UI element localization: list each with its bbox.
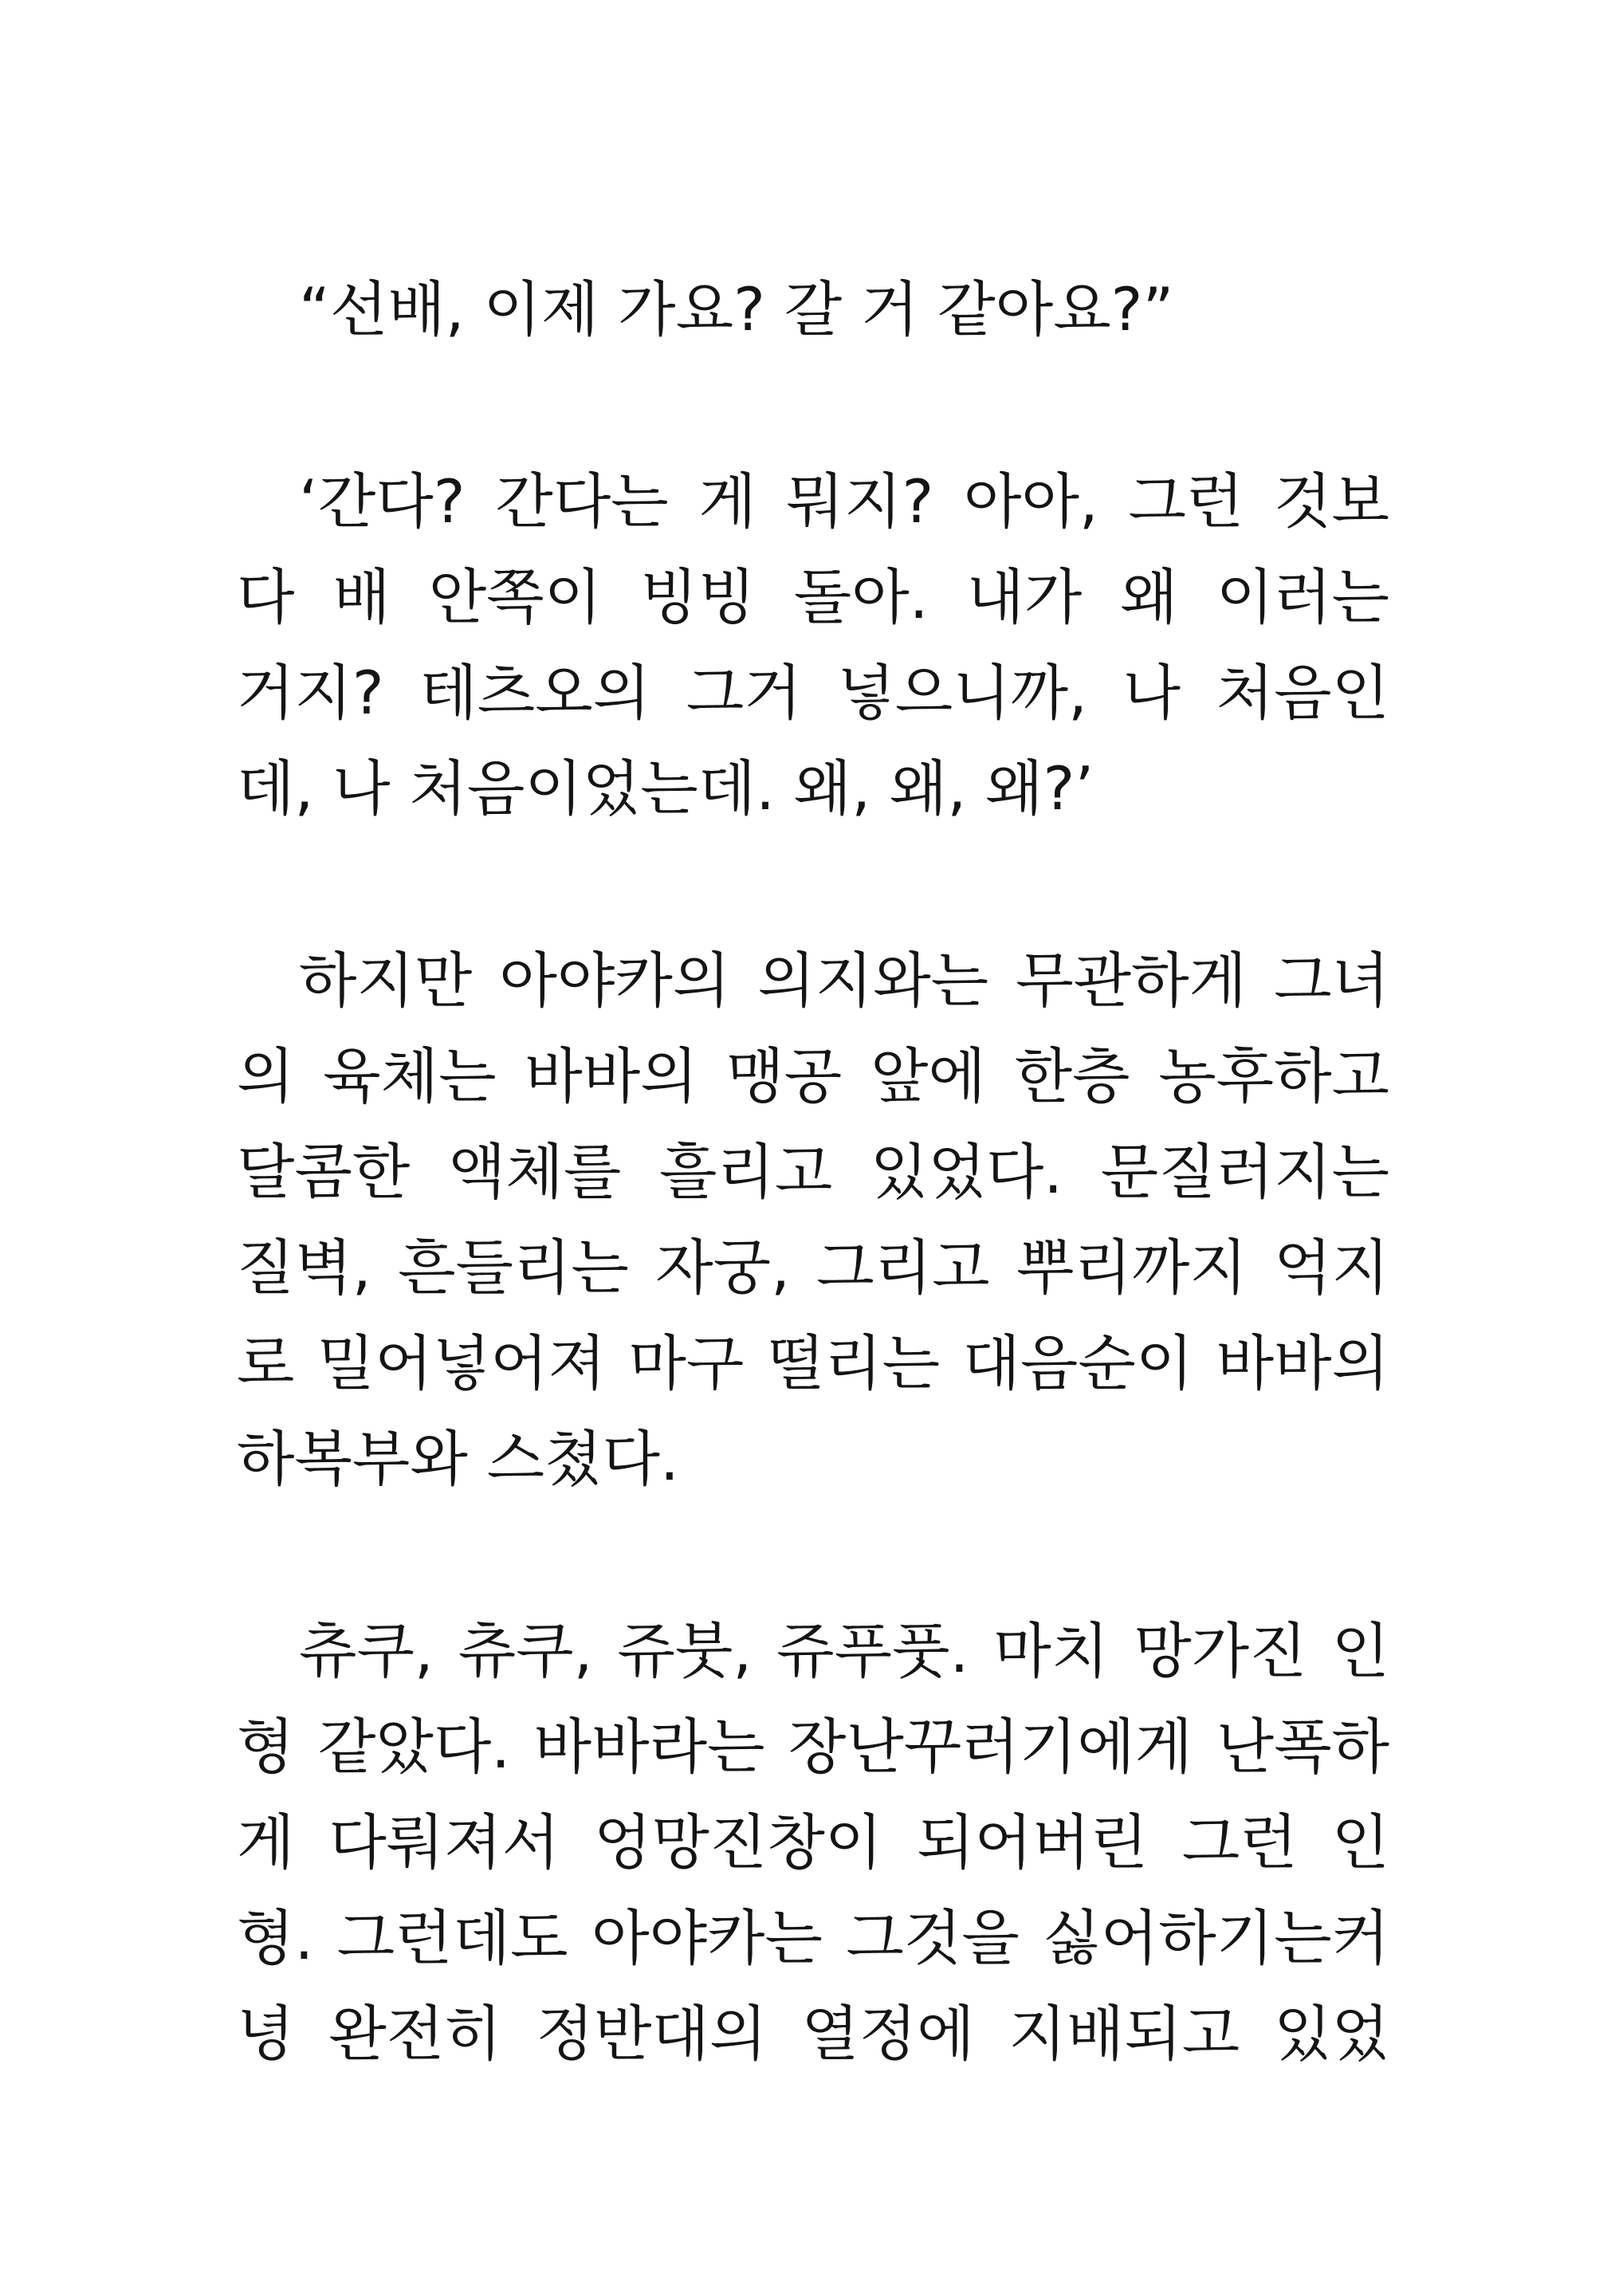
paragraph-1-line-1: “선배, 이제 가요? 갈 거 같아요?” xyxy=(299,274,1174,344)
paragraph-3-line-6: 하복부와 스쳤다. xyxy=(237,1424,679,1494)
paragraph-4-line-2: 형 같았다. 바바라는 장난꾸러기에게 난폭하 xyxy=(237,1712,1389,1782)
paragraph-3-line-2: 의 육체는 바바의 맹공 앞에 한층 농후하고 xyxy=(237,1041,1389,1111)
paragraph-4-line-3: 게 다뤄져서 엉망진창이 되어버린 그런 인 xyxy=(237,1807,1389,1877)
paragraph-4-line-4: 형. 그런데도 아야카는 그것을 싫어하기는커 xyxy=(237,1903,1389,1973)
paragraph-3-line-3: 달콤한 액체를 흘리고 있었다. 문질러지는 xyxy=(237,1137,1389,1207)
paragraph-3-line-5: 로 밀어넣어져 마구 떨리는 대음순이 바바의 xyxy=(237,1328,1389,1398)
paragraph-2-line-3: 거지? 테츠오의 그거 넣으니까, 나 처음인 xyxy=(237,658,1389,728)
paragraph-3-line-1: 하지만 아야카의 의지와는 무관하게 그녀 xyxy=(299,946,1389,1016)
paragraph-2-line-4: 데, 나 처음이었는데. 왜, 왜, 왜?’ xyxy=(237,753,1094,824)
paragraph-3-line-4: 질벽, 흔들리는 자궁, 그리고 뿌리까지 억지 xyxy=(237,1233,1389,1303)
paragraph-2-line-2: 다 배 안쪽이 빙빙 돌아. 내가 왜 이러는 xyxy=(237,562,1389,632)
paragraph-4-line-1: 츄쿠, 츄쿠, 쥬붓, 쥬푸풋. 마치 망가진 인 xyxy=(299,1616,1389,1686)
paragraph-4-line-5: 녕 완전히 정반대의 열정에 지배되고 있었 xyxy=(237,1999,1389,2069)
paragraph-2-line-1: ‘간다? 간다는 게 뭐지? 아아, 그런 것보 xyxy=(299,466,1389,537)
